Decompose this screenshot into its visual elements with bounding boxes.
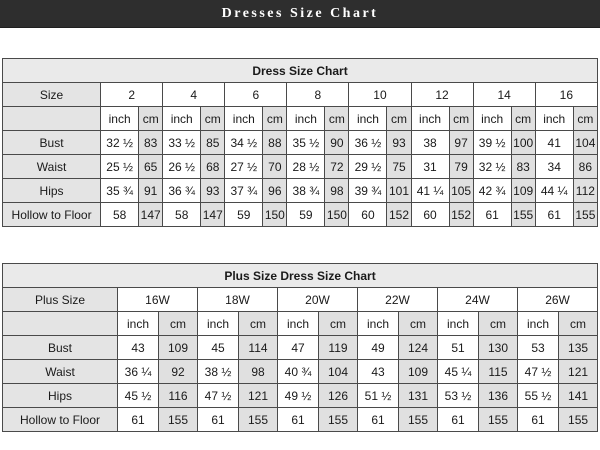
cm-value-cell: 98 bbox=[325, 179, 349, 203]
cm-value-cell: 85 bbox=[201, 131, 225, 155]
cm-value-cell: 65 bbox=[139, 155, 163, 179]
measurement-row bbox=[3, 360, 598, 384]
unit-inch-cell: inch bbox=[163, 107, 201, 131]
unit-inch-cell: inch bbox=[278, 312, 319, 336]
unit-cm-cell: cm bbox=[263, 107, 287, 131]
cm-value-cell: 155 bbox=[399, 408, 438, 432]
table-title: Plus Size Dress Size Chart bbox=[3, 264, 598, 288]
inch-value-cell: 47 bbox=[278, 336, 319, 360]
inch-value-cell: 61 bbox=[473, 203, 511, 227]
unit-cm-cell: cm bbox=[239, 312, 278, 336]
measurement-row bbox=[3, 131, 598, 155]
measurement-label: Bust bbox=[3, 131, 101, 155]
cm-value-cell: 150 bbox=[263, 203, 287, 227]
inch-value-cell: 33 ½ bbox=[163, 131, 201, 155]
inch-value-cell: 61 bbox=[535, 203, 573, 227]
cm-value-cell: 68 bbox=[201, 155, 225, 179]
inch-value-cell: 45 ¼ bbox=[438, 360, 479, 384]
cm-value-cell: 86 bbox=[573, 155, 597, 179]
size-header-cell: 12 bbox=[411, 83, 473, 107]
cm-value-cell: 97 bbox=[449, 131, 473, 155]
unit-cm-cell: cm bbox=[319, 312, 358, 336]
inch-value-cell: 38 ¾ bbox=[287, 179, 325, 203]
cm-value-cell: 70 bbox=[263, 155, 287, 179]
inch-value-cell: 27 ½ bbox=[225, 155, 263, 179]
cm-value-cell: 155 bbox=[319, 408, 358, 432]
inch-value-cell: 39 ¾ bbox=[349, 179, 387, 203]
inch-value-cell: 49 bbox=[358, 336, 399, 360]
size-row-label: Size bbox=[3, 83, 101, 107]
inch-value-cell: 61 bbox=[518, 408, 559, 432]
unit-cm-cell: cm bbox=[139, 107, 163, 131]
dress-size-chart-table bbox=[2, 58, 598, 227]
inch-value-cell: 51 bbox=[438, 336, 479, 360]
unit-inch-cell: inch bbox=[358, 312, 399, 336]
unit-inch-cell: inch bbox=[535, 107, 573, 131]
inch-value-cell: 59 bbox=[225, 203, 263, 227]
inch-value-cell: 32 ½ bbox=[473, 155, 511, 179]
cm-value-cell: 93 bbox=[201, 179, 225, 203]
inch-value-cell: 61 bbox=[118, 408, 159, 432]
page-title: Dresses Size Chart bbox=[221, 5, 379, 21]
unit-row-spacer-cell bbox=[3, 312, 118, 336]
cm-value-cell: 79 bbox=[449, 155, 473, 179]
cm-value-cell: 109 bbox=[511, 179, 535, 203]
size-header-cell: 2 bbox=[101, 83, 163, 107]
inch-value-cell: 34 ½ bbox=[225, 131, 263, 155]
inch-value-cell: 51 ½ bbox=[358, 384, 399, 408]
size-header-cell: 26W bbox=[518, 288, 598, 312]
size-header-cell: 10 bbox=[349, 83, 411, 107]
measurement-row bbox=[3, 408, 598, 432]
cm-value-cell: 155 bbox=[479, 408, 518, 432]
cm-value-cell: 124 bbox=[399, 336, 438, 360]
size-header-cell: 16 bbox=[535, 83, 597, 107]
size-header-cell: 24W bbox=[438, 288, 518, 312]
measurement-row bbox=[3, 155, 598, 179]
size-header-cell: 20W bbox=[278, 288, 358, 312]
unit-cm-cell: cm bbox=[511, 107, 535, 131]
cm-value-cell: 83 bbox=[139, 131, 163, 155]
size-charts-container bbox=[0, 58, 600, 432]
cm-value-cell: 126 bbox=[319, 384, 358, 408]
unit-inch-cell: inch bbox=[411, 107, 449, 131]
cm-value-cell: 104 bbox=[573, 131, 597, 155]
inch-value-cell: 47 ½ bbox=[198, 384, 239, 408]
size-header-cell: 4 bbox=[163, 83, 225, 107]
size-header-cell: 6 bbox=[225, 83, 287, 107]
measurement-label: Hips bbox=[3, 179, 101, 203]
cm-value-cell: 92 bbox=[159, 360, 198, 384]
measurement-row bbox=[3, 179, 598, 203]
cm-value-cell: 109 bbox=[159, 336, 198, 360]
unit-cm-cell: cm bbox=[325, 107, 349, 131]
cm-value-cell: 96 bbox=[263, 179, 287, 203]
inch-value-cell: 45 ½ bbox=[118, 384, 159, 408]
inch-value-cell: 43 bbox=[358, 360, 399, 384]
inch-value-cell: 38 bbox=[411, 131, 449, 155]
inch-value-cell: 37 ¾ bbox=[225, 179, 263, 203]
unit-cm-cell: cm bbox=[159, 312, 198, 336]
plus-size-dress-size-chart-table bbox=[2, 263, 598, 432]
inch-value-cell: 53 ½ bbox=[438, 384, 479, 408]
inch-value-cell: 58 bbox=[163, 203, 201, 227]
inch-value-cell: 58 bbox=[101, 203, 139, 227]
cm-value-cell: 75 bbox=[387, 155, 411, 179]
inch-value-cell: 45 bbox=[198, 336, 239, 360]
table-title: Dress Size Chart bbox=[3, 59, 598, 83]
measurement-label: Waist bbox=[3, 155, 101, 179]
cm-value-cell: 119 bbox=[319, 336, 358, 360]
unit-cm-cell: cm bbox=[201, 107, 225, 131]
inch-value-cell: 49 ½ bbox=[278, 384, 319, 408]
unit-inch-cell: inch bbox=[101, 107, 139, 131]
cm-value-cell: 130 bbox=[479, 336, 518, 360]
unit-inch-cell: inch bbox=[438, 312, 479, 336]
cm-value-cell: 72 bbox=[325, 155, 349, 179]
inch-value-cell: 35 ¾ bbox=[101, 179, 139, 203]
cm-value-cell: 152 bbox=[387, 203, 411, 227]
cm-value-cell: 90 bbox=[325, 131, 349, 155]
cm-value-cell: 114 bbox=[239, 336, 278, 360]
measurement-label: Bust bbox=[3, 336, 118, 360]
cm-value-cell: 93 bbox=[387, 131, 411, 155]
measurement-row bbox=[3, 203, 598, 227]
inch-value-cell: 47 ½ bbox=[518, 360, 559, 384]
inch-value-cell: 44 ¼ bbox=[535, 179, 573, 203]
size-header-cell: 18W bbox=[198, 288, 278, 312]
size-row-label: Plus Size bbox=[3, 288, 118, 312]
inch-value-cell: 40 ¾ bbox=[278, 360, 319, 384]
measurement-label: Waist bbox=[3, 360, 118, 384]
unit-cm-cell: cm bbox=[387, 107, 411, 131]
inch-value-cell: 29 ½ bbox=[349, 155, 387, 179]
measurement-label: Hollow to Floor bbox=[3, 203, 101, 227]
cm-value-cell: 115 bbox=[479, 360, 518, 384]
unit-cm-cell: cm bbox=[449, 107, 473, 131]
cm-value-cell: 112 bbox=[573, 179, 597, 203]
unit-inch-cell: inch bbox=[287, 107, 325, 131]
cm-value-cell: 155 bbox=[239, 408, 278, 432]
inch-value-cell: 61 bbox=[358, 408, 399, 432]
size-header-cell: 16W bbox=[118, 288, 198, 312]
size-header-cell: 8 bbox=[287, 83, 349, 107]
inch-value-cell: 60 bbox=[411, 203, 449, 227]
cm-value-cell: 155 bbox=[573, 203, 597, 227]
unit-inch-cell: inch bbox=[118, 312, 159, 336]
size-header-cell: 22W bbox=[358, 288, 438, 312]
cm-value-cell: 155 bbox=[511, 203, 535, 227]
cm-value-cell: 116 bbox=[159, 384, 198, 408]
unit-cm-cell: cm bbox=[573, 107, 597, 131]
cm-value-cell: 152 bbox=[449, 203, 473, 227]
cm-value-cell: 101 bbox=[387, 179, 411, 203]
inch-value-cell: 26 ½ bbox=[163, 155, 201, 179]
cm-value-cell: 88 bbox=[263, 131, 287, 155]
cm-value-cell: 98 bbox=[239, 360, 278, 384]
measurement-label: Hips bbox=[3, 384, 118, 408]
measurement-row bbox=[3, 336, 598, 360]
page-header-bar bbox=[0, 0, 600, 28]
cm-value-cell: 136 bbox=[479, 384, 518, 408]
cm-value-cell: 109 bbox=[399, 360, 438, 384]
cm-value-cell: 121 bbox=[239, 384, 278, 408]
cm-value-cell: 141 bbox=[559, 384, 598, 408]
inch-value-cell: 38 ½ bbox=[198, 360, 239, 384]
inch-value-cell: 31 bbox=[411, 155, 449, 179]
measurement-row bbox=[3, 384, 598, 408]
cm-value-cell: 135 bbox=[559, 336, 598, 360]
inch-value-cell: 61 bbox=[278, 408, 319, 432]
inch-value-cell: 39 ½ bbox=[473, 131, 511, 155]
unit-inch-cell: inch bbox=[518, 312, 559, 336]
inch-value-cell: 53 bbox=[518, 336, 559, 360]
inch-value-cell: 41 ¼ bbox=[411, 179, 449, 203]
unit-inch-cell: inch bbox=[198, 312, 239, 336]
cm-value-cell: 100 bbox=[511, 131, 535, 155]
unit-inch-cell: inch bbox=[349, 107, 387, 131]
inch-value-cell: 36 ¼ bbox=[118, 360, 159, 384]
unit-inch-cell: inch bbox=[473, 107, 511, 131]
inch-value-cell: 42 ¾ bbox=[473, 179, 511, 203]
inch-value-cell: 28 ½ bbox=[287, 155, 325, 179]
cm-value-cell: 83 bbox=[511, 155, 535, 179]
cm-value-cell: 131 bbox=[399, 384, 438, 408]
inch-value-cell: 60 bbox=[349, 203, 387, 227]
inch-value-cell: 43 bbox=[118, 336, 159, 360]
unit-cm-cell: cm bbox=[559, 312, 598, 336]
inch-value-cell: 36 ½ bbox=[349, 131, 387, 155]
cm-value-cell: 105 bbox=[449, 179, 473, 203]
cm-value-cell: 121 bbox=[559, 360, 598, 384]
cm-value-cell: 150 bbox=[325, 203, 349, 227]
cm-value-cell: 91 bbox=[139, 179, 163, 203]
inch-value-cell: 32 ½ bbox=[101, 131, 139, 155]
unit-inch-cell: inch bbox=[225, 107, 263, 131]
inch-value-cell: 34 bbox=[535, 155, 573, 179]
cm-value-cell: 147 bbox=[139, 203, 163, 227]
unit-cm-cell: cm bbox=[479, 312, 518, 336]
measurement-label: Hollow to Floor bbox=[3, 408, 118, 432]
cm-value-cell: 104 bbox=[319, 360, 358, 384]
inch-value-cell: 59 bbox=[287, 203, 325, 227]
cm-value-cell: 147 bbox=[201, 203, 225, 227]
cm-value-cell: 155 bbox=[559, 408, 598, 432]
inch-value-cell: 55 ½ bbox=[518, 384, 559, 408]
inch-value-cell: 61 bbox=[438, 408, 479, 432]
cm-value-cell: 155 bbox=[159, 408, 198, 432]
inch-value-cell: 25 ½ bbox=[101, 155, 139, 179]
size-header-cell: 14 bbox=[473, 83, 535, 107]
inch-value-cell: 61 bbox=[198, 408, 239, 432]
inch-value-cell: 41 bbox=[535, 131, 573, 155]
unit-cm-cell: cm bbox=[399, 312, 438, 336]
inch-value-cell: 36 ¾ bbox=[163, 179, 201, 203]
inch-value-cell: 35 ½ bbox=[287, 131, 325, 155]
unit-row-spacer-cell bbox=[3, 107, 101, 131]
